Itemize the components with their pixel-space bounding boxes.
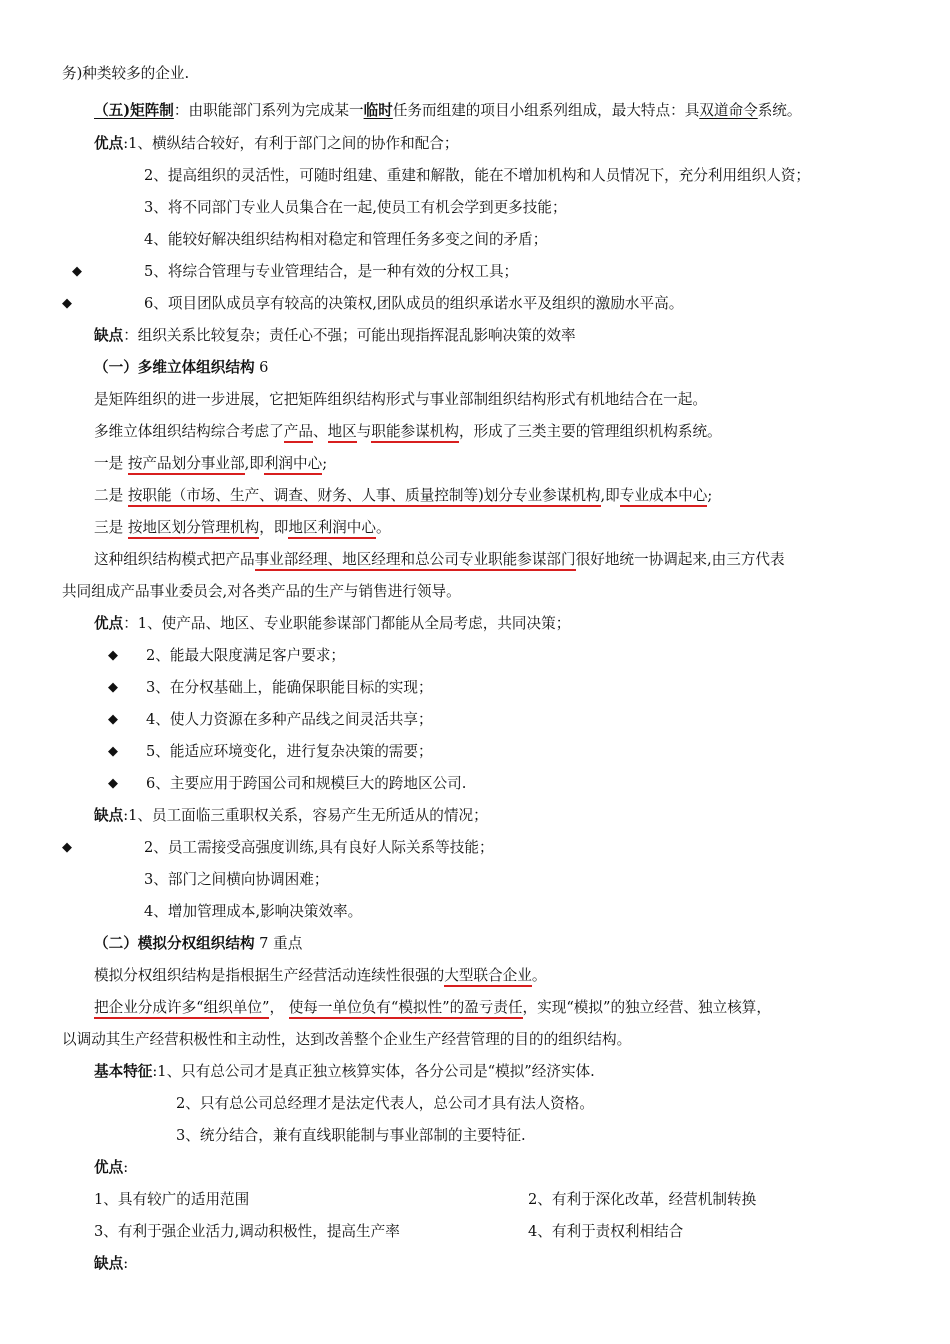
list-item: 4、有利于责权利相结合 xyxy=(528,1223,684,1240)
list-item: 6、主要应用于跨国公司和规模巨大的跨地区公司. xyxy=(146,775,467,792)
diamond-bullet-icon: ◆ xyxy=(108,776,118,791)
list-item: 3、有利于强企业活力,调动积极性，提高生产率 xyxy=(94,1223,400,1240)
list-item: 3、将不同部门专业人员集合在一起,使员工有机会学到更多技能； xyxy=(144,199,567,216)
text-line: 多维立体组织结构综合考虑了产品、地区与职能参谋机构，形成了三类主要的管理组织机构系统。 xyxy=(94,422,722,442)
diamond-bullet-icon: ◆ xyxy=(108,648,118,663)
list-item: 3、部门之间横向协调困难； xyxy=(144,871,329,888)
advantages-line: 优点:1、横纵结合较好，有利于部门之间的协作和配合； xyxy=(94,135,459,152)
diamond-bullet-icon: ◆ xyxy=(108,680,118,695)
text-line: 以调动其生产经营积极性和主动性，达到改善整个企业生产经营管理的目的的组织结构。 xyxy=(62,1031,632,1048)
diamond-bullet-icon: ◆ xyxy=(62,296,72,311)
list-item: 5、能适应环境变化，进行复杂决策的需要； xyxy=(146,743,433,760)
text-line: 共同组成产品事业委员会,对各类产品的生产与销售进行领导。 xyxy=(62,583,461,600)
list-item: 3、统分结合，兼有直线职能制与事业部制的主要特征. xyxy=(176,1127,526,1144)
text-line: 一是 按产品划分事业部,即利润中心; xyxy=(94,454,327,474)
list-item: 2、能最大限度满足客户要求； xyxy=(146,647,346,664)
list-item: 3、在分权基础上，能确保职能目标的实现； xyxy=(146,679,433,696)
list-item: 1、具有较广的适用范围 xyxy=(94,1191,250,1208)
text-line: 模拟分权组织结构是指根据生产经营活动连续性很强的大型联合企业。 xyxy=(94,966,546,986)
section-heading: （二）模拟分权组织结构 7 重点 xyxy=(94,935,303,952)
list-item: 4、增加管理成本,影响决策效率。 xyxy=(144,903,363,920)
list-item: 4、使人力资源在多种产品线之间灵活共享； xyxy=(146,711,433,728)
disadvantages-line: 缺点:1、员工面临三重职权关系，容易产生无所适从的情况； xyxy=(94,807,488,824)
list-item: 2、只有总公司总经理才是法定代表人，总公司才具有法人资格。 xyxy=(176,1095,594,1112)
text-line: 是矩阵组织的进一步进展，它把矩阵组织结构形式与事业部制组织结构形式有机地结合在一起。 xyxy=(94,391,707,408)
diamond-bullet-icon: ◆ xyxy=(72,264,82,279)
diamond-bullet-icon: ◆ xyxy=(62,840,72,855)
list-item: 5、将综合管理与专业管理结合，是一种有效的分权工具； xyxy=(144,263,519,280)
matrix-heading-line: （五)矩阵制：由职能部门系列为完成某一临时任务而组建的项目小组系列组成，最大特点：具双道命令系统。 xyxy=(94,102,802,119)
text-line: 务)种类较多的企业. xyxy=(62,65,190,82)
advantages-line: 优点: xyxy=(94,1159,129,1176)
disadvantages-line: 缺点：组织关系比较复杂；责任心不强；可能出现指挥混乱影响决策的效率 xyxy=(94,327,576,344)
diamond-bullet-icon: ◆ xyxy=(108,712,118,727)
list-item: 2、有利于深化改革，经营机制转换 xyxy=(528,1191,757,1208)
text-line: 把企业分成许多“组织单位”， 使每一单位负有“模拟性”的盈亏责任，实现“模拟”的独立经营、独立核算， xyxy=(94,998,771,1018)
features-line: 基本特征:1、只有总公司才是真正独立核算实体，各分公司是“模拟”经济实体. xyxy=(94,1063,595,1080)
disadvantages-line: 缺点: xyxy=(94,1255,129,1272)
list-item: 4、能较好解决组织结构相对稳定和管理任务多变之间的矛盾； xyxy=(144,231,548,248)
text-line: 三是 按地区划分管理机构，即地区利润中心。 xyxy=(94,518,391,538)
diamond-bullet-icon: ◆ xyxy=(108,744,118,759)
text-line: 这种组织结构模式把产品事业部经理、地区经理和总公司专业职能参谋部门很好地统一协调起来,由三方代表 xyxy=(94,550,785,570)
list-item: 6、项目团队成员享有较高的决策权,团队成员的组织承诺水平及组织的激励水平高。 xyxy=(144,295,684,312)
section-heading: （一）多维立体组织结构 6 xyxy=(94,359,269,376)
list-item: 2、员工需接受高强度训练,具有良好人际关系等技能； xyxy=(144,839,494,856)
text-line: 二是 按职能（市场、生产、调查、财务、人事、质量控制等)划分专业参谋机构,即专业成本中心; xyxy=(94,486,712,506)
matrix-heading: （五)矩阵制 xyxy=(94,102,174,119)
advantages-line: 优点：1、使产品、地区、专业职能参谋部门都能从全局考虑，共同决策； xyxy=(94,615,571,632)
list-item: 2、提高组织的灵活性，可随时组建、重建和解散，能在不增加机构和人员情况下，充分利用组织人资； xyxy=(144,167,811,184)
